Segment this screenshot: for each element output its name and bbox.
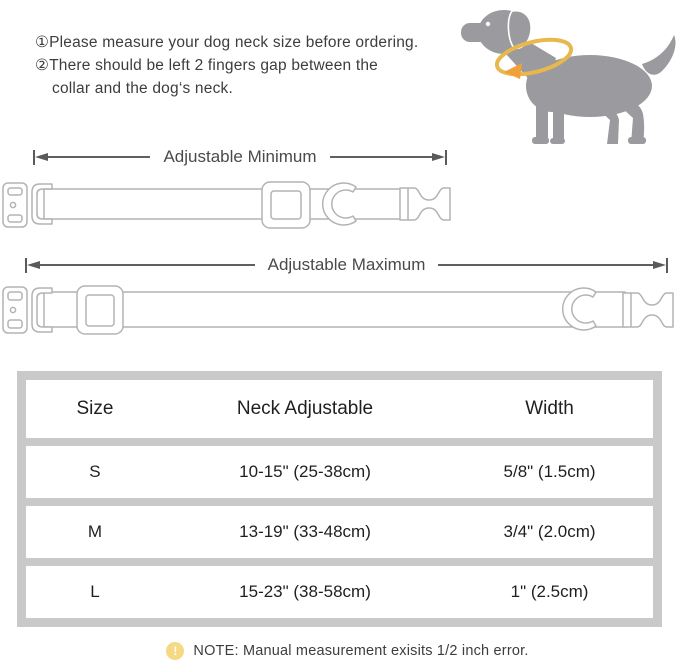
header-width: Width — [525, 398, 574, 419]
adjustable-maximum-label: Adjustable Maximum — [267, 255, 426, 274]
arrowhead-left-icon — [27, 261, 40, 269]
measure-line — [330, 156, 432, 158]
collar-minimum-illustration — [0, 179, 455, 233]
cell-width: 1" (2.5cm) — [510, 582, 589, 601]
measuring-instructions — [35, 31, 455, 100]
note-text: NOTE: Manual measurement exisits 1/2 inch error. — [193, 643, 529, 659]
triglide-slider-icon — [262, 182, 310, 228]
measure-tick-right — [666, 258, 668, 273]
measure-line — [40, 264, 255, 266]
female-buckle-icon — [623, 293, 673, 327]
dog-eye — [486, 22, 490, 26]
arrowhead-left-icon — [35, 153, 48, 161]
instruction-line-2: ②There should be left 2 fingers gap between the — [35, 57, 378, 74]
d-ring-icon — [563, 288, 597, 330]
measurement-note — [8, 642, 679, 660]
arrowhead-right-icon — [432, 153, 445, 161]
cell-width: 3/4" (2.0cm) — [503, 522, 596, 541]
size-table — [17, 371, 662, 627]
adjustable-minimum-measure — [33, 147, 447, 167]
header-neck-adjustable: Neck Adjustable — [236, 398, 374, 419]
measure-line — [48, 156, 150, 158]
male-buckle-icon — [3, 183, 27, 227]
d-ring-icon — [323, 183, 357, 225]
cell-size: S — [89, 462, 101, 481]
size-table-header-row — [26, 380, 653, 438]
dog-illustration — [452, 2, 678, 152]
cell-width: 5/8" (1.5cm) — [503, 462, 596, 481]
table-row — [26, 446, 653, 498]
cell-size: L — [90, 582, 100, 601]
arrowhead-right-icon — [653, 261, 666, 269]
measure-tick-right — [445, 150, 447, 165]
male-buckle-icon — [3, 287, 27, 333]
table-row — [26, 566, 653, 618]
triglide-slider-icon — [77, 286, 123, 334]
measure-line — [438, 264, 653, 266]
collar-direction-arrow-icon — [504, 63, 522, 79]
adjustable-minimum-label: Adjustable Minimum — [163, 147, 317, 166]
female-buckle-icon — [400, 188, 450, 220]
adjustable-maximum-measure — [25, 255, 668, 275]
cell-size: M — [87, 522, 103, 541]
cell-neck-adjustable: 13-19" (33-48cm) — [239, 522, 371, 541]
instruction-line-1: ①Please measure your dog neck size before ordering. — [35, 34, 419, 51]
cell-neck-adjustable: 10-15" (25-38cm) — [239, 462, 371, 481]
table-row — [26, 506, 653, 558]
dog-silhouette — [461, 10, 676, 144]
collar-strap — [44, 292, 625, 327]
header-size: Size — [76, 398, 114, 419]
collar-maximum-illustration — [0, 284, 679, 342]
instruction-line-3: collar and the dog‘s neck. — [52, 80, 233, 97]
cell-neck-adjustable: 15-23" (38-58cm) — [239, 582, 371, 601]
warning-icon: ! — [166, 642, 184, 660]
dog-with-collar-icon — [452, 2, 678, 152]
